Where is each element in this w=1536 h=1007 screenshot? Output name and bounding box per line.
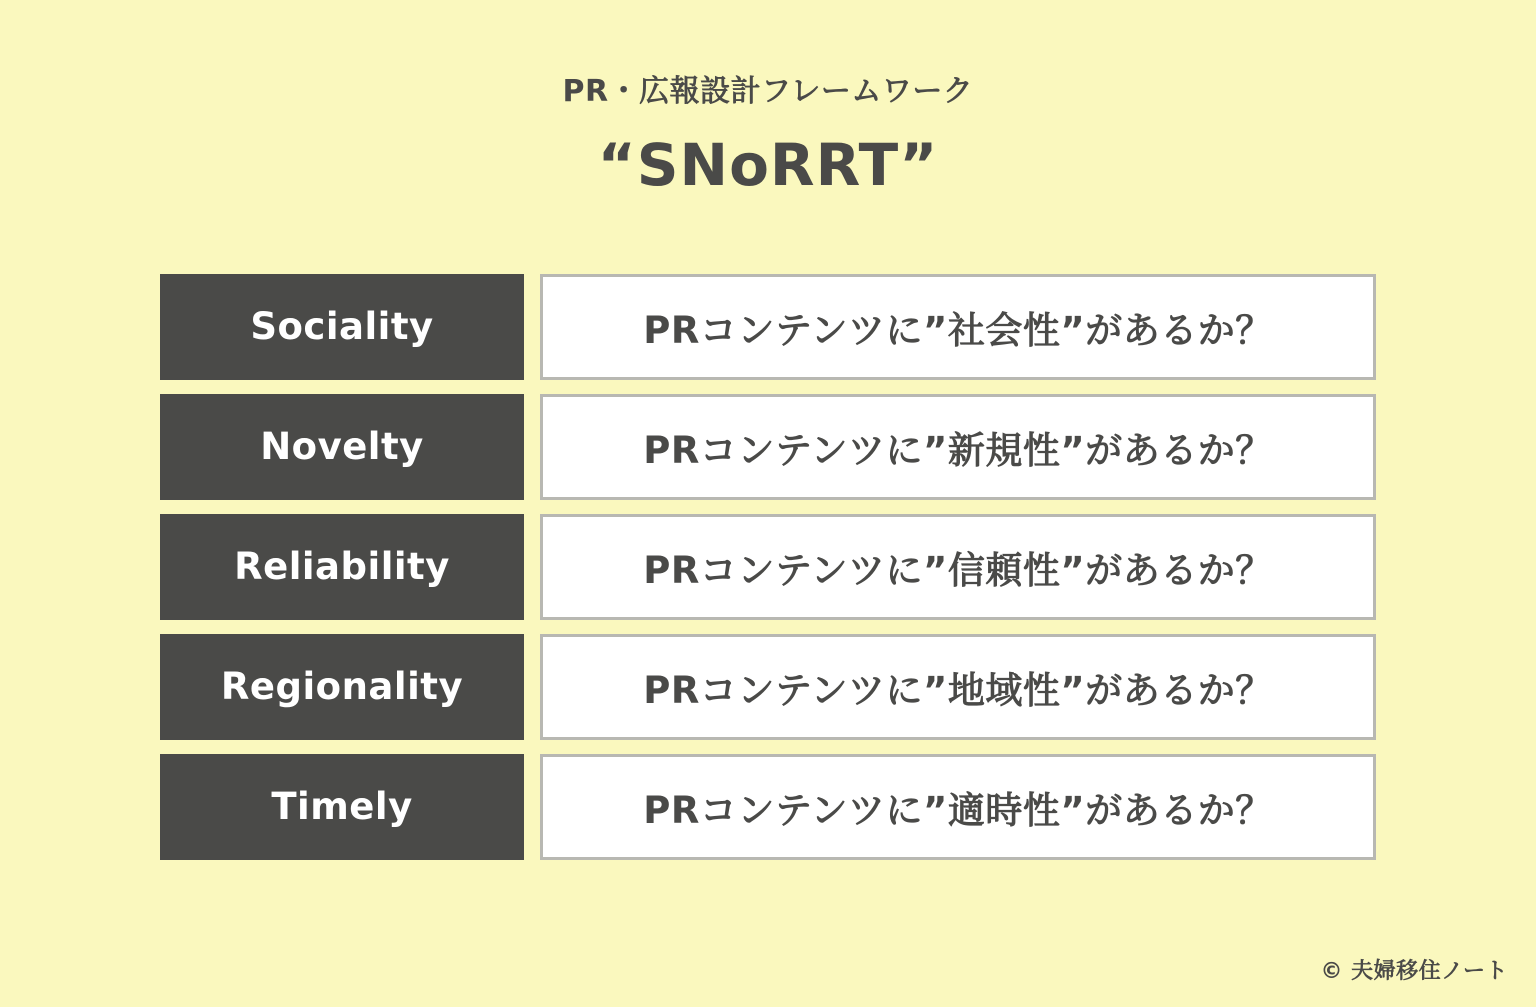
row-term: Novelty <box>160 394 524 500</box>
row-term: Timely <box>160 754 524 860</box>
row-description: PRコンテンツに”地域性”があるか？ <box>540 634 1376 740</box>
row-spacer <box>524 634 540 740</box>
row-spacer <box>524 394 540 500</box>
framework-table <box>160 198 1376 860</box>
row-description: PRコンテンツに”社会性”があるか？ <box>540 274 1376 380</box>
slide-subtitle: PR・広報設計フレームワーク <box>562 74 974 109</box>
row-term: Reliability <box>160 514 524 620</box>
table-row <box>160 514 1376 620</box>
copyright-credit: © 夫婦移住ノート <box>1320 959 1508 984</box>
slide-header <box>0 0 1536 198</box>
table-row <box>160 634 1376 740</box>
row-description: PRコンテンツに”新規性”があるか？ <box>540 394 1376 500</box>
page-title: “SNoRRT” <box>597 131 939 199</box>
row-spacer <box>524 274 540 380</box>
row-description: PRコンテンツに”信頼性”があるか？ <box>540 514 1376 620</box>
row-term: Regionality <box>160 634 524 740</box>
table-row <box>160 274 1376 380</box>
row-spacer <box>524 514 540 620</box>
table-row <box>160 394 1376 500</box>
row-spacer <box>524 754 540 860</box>
table-row <box>160 754 1376 860</box>
row-description: PRコンテンツに”適時性”があるか？ <box>540 754 1376 860</box>
row-term: Sociality <box>160 274 524 380</box>
